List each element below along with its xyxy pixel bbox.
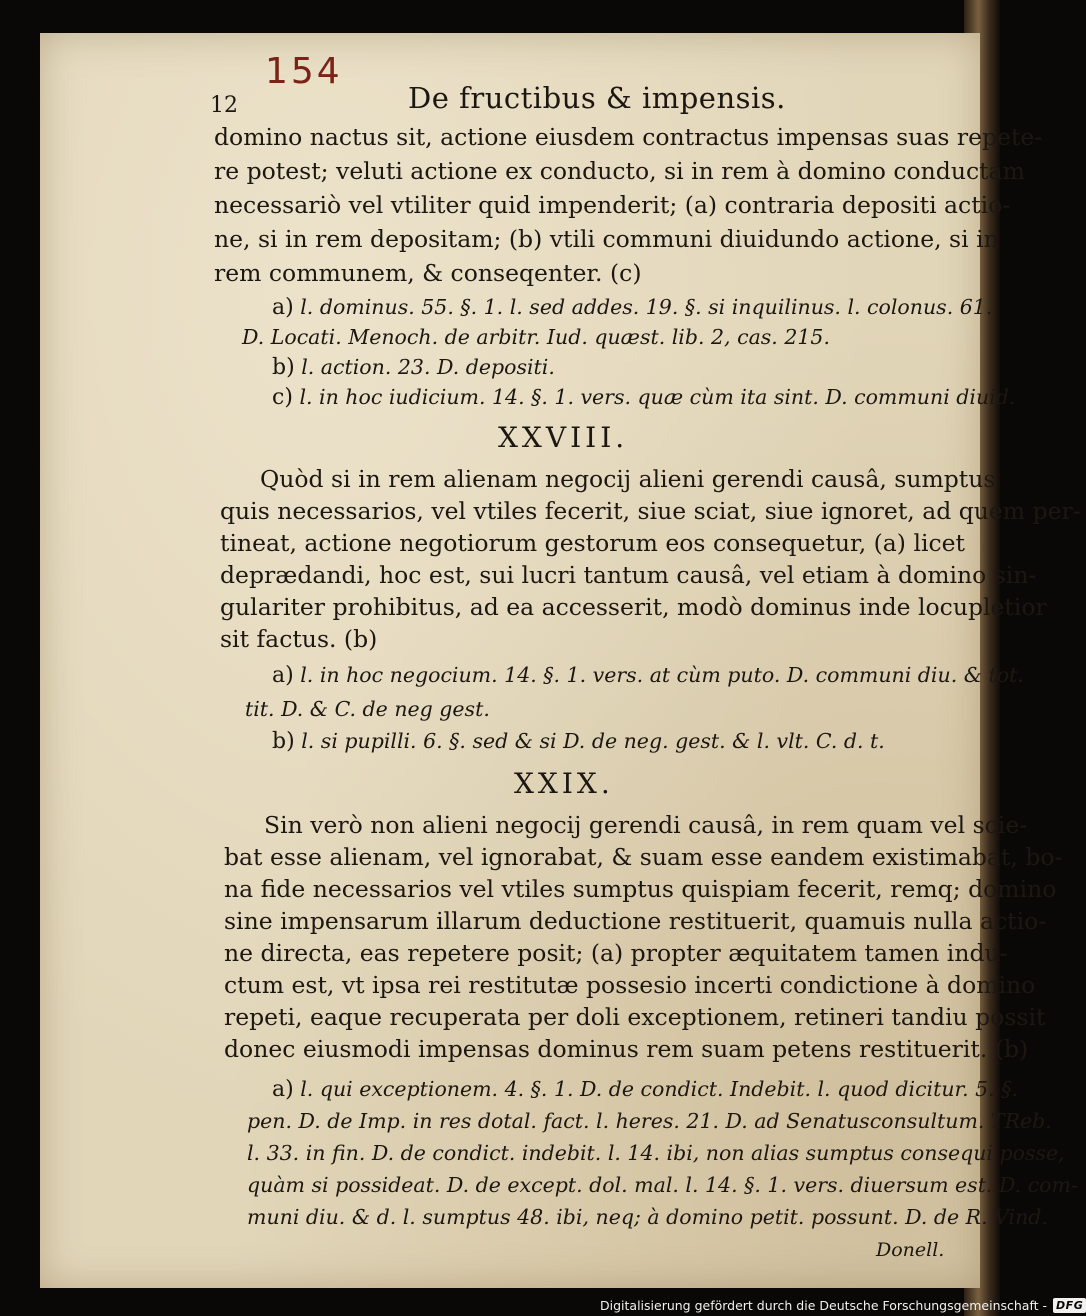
footnote-line xyxy=(247,1141,1065,1165)
paragraph-3-line: bat esse alienam, vel ignorabat, & suam esse eandem existimabat, bo- xyxy=(224,843,1063,871)
paragraph-3-line: donec eiusmodi impensas dominus rem suam petens restituerit. (b) xyxy=(224,1035,1029,1063)
digitization-credit xyxy=(600,1296,1086,1314)
footnote-letter: c) xyxy=(272,385,293,410)
section-heading-xxix: XXIX. xyxy=(514,767,614,800)
footnote-letter: a) xyxy=(272,295,294,320)
paragraph-2-line: tineat, actione negotiorum gestorum eos consequetur, (a) licet xyxy=(220,529,965,557)
footnote-line xyxy=(272,295,992,320)
footnote-line xyxy=(247,1205,1048,1229)
footnote-line xyxy=(247,1109,1052,1133)
footnote-text: quàm si possideat. D. de except. dol. mal. l. 14. §. 1. vers. diuersum est. D. com- xyxy=(247,1173,1078,1197)
paragraph-3-line: repeti, eaque recuperata per doli exceptionem, retineri tandiu possit xyxy=(224,1003,1046,1031)
paragraph-1-line: re potest; veluti actione ex conducto, si in rem à domino conductam xyxy=(214,157,1025,185)
catchword: Donell. xyxy=(876,1239,945,1261)
footnote-text: l. qui exceptionem. 4. §. 1. D. de condict. Indebit. l. quod dicitur. 5. §. xyxy=(300,1077,1018,1101)
footnote-line xyxy=(272,663,1024,688)
footnote-text: l. action. 23. D. depositi. xyxy=(301,355,555,379)
footnote-letter: a) xyxy=(272,663,294,688)
footnote-line xyxy=(272,1077,1018,1102)
paragraph-2-line: quis necessarios, vel vtiles fecerit, siue sciat, siue ignoret, ad quem per- xyxy=(220,497,1081,525)
handwritten-folio-number: 154 xyxy=(265,51,343,92)
footnote-line xyxy=(242,325,830,349)
footnote-line xyxy=(247,1173,1078,1197)
footnote-text: l. dominus. 55. §. 1. l. sed addes. 19. §. si inquilinus. l. colonus. 61. xyxy=(300,295,993,319)
paragraph-1-line: ne, si in rem depositam; (b) vtili communi diuidundo actione, si in xyxy=(214,225,999,253)
footnote-text: l. in hoc negocium. 14. §. 1. vers. at cùm puto. D. communi diu. & tot. xyxy=(300,663,1024,687)
running-head: De fructibus & impensis. xyxy=(408,81,786,115)
footnote-letter: a) xyxy=(272,1077,294,1102)
paragraph-2-line: deprædandi, hoc est, sui lucri tantum causâ, vel etiam à domino sin- xyxy=(220,561,1037,589)
paragraph-2-line: Quòd si in rem alienam negocij alieni gerendi causâ, sumptus xyxy=(260,465,996,493)
paragraph-3-line: sine impensarum illarum deductione restituerit, quamuis nulla actio- xyxy=(224,907,1047,935)
book-page xyxy=(40,33,1081,1288)
paragraph-1-line: domino nactus sit, actione eiusdem contractus impensas suas repete- xyxy=(214,123,1043,151)
paragraph-3-line: na fide necessarios vel vtiles sumptus quispiam fecerit, remq; domino xyxy=(224,875,1057,903)
paragraph-2-line: sit factus. (b) xyxy=(220,625,378,653)
paragraph-3-line: ne directa, eas repetere posit; (a) propter æquitatem tamen indu- xyxy=(224,939,1008,967)
footnote-text: pen. D. de Imp. in res dotal. fact. l. heres. 21. D. ad Senatusconsultum. TReb. xyxy=(247,1109,1052,1133)
footnote-line xyxy=(272,355,555,380)
footnote-letter: b) xyxy=(272,355,295,380)
footnote-text: l. 33. in fin. D. de condict. indebit. l. 14. ibi, non alias sumptus consequi posse, xyxy=(247,1141,1065,1165)
footnote-letter: b) xyxy=(272,729,295,754)
dfg-logo: DFG xyxy=(1053,1298,1086,1313)
footnote-text: l. si pupilli. 6. §. sed & si D. de neg. gest. & l. vlt. C. d. t. xyxy=(301,729,885,753)
footnote-text: D. Locati. Menoch. de arbitr. Iud. quæst. lib. 2, cas. 215. xyxy=(242,325,830,349)
footnote-text: l. in hoc iudicium. 14. §. 1. vers. quæ cùm ita sint. D. communi diuid. xyxy=(299,385,1016,409)
section-heading-xxviii: XXVIII. xyxy=(498,421,629,454)
paragraph-3-line: Sin verò non alieni negocij gerendi causâ, in rem quam vel scie- xyxy=(264,811,1028,839)
footnote-line xyxy=(272,385,1015,410)
page-number: 12 xyxy=(210,93,238,118)
paragraph-2-line: gulariter prohibitus, ad ea accesserit, modò dominus inde locupletior xyxy=(220,593,1047,621)
paragraph-3-line: ctum est, vt ipsa rei restitutæ possesio incerti condictione à domino xyxy=(224,971,1036,999)
footer-text: Digitalisierung gefördert durch die Deutsche Forschungsgemeinschaft - xyxy=(600,1297,1048,1313)
footnote-line xyxy=(272,729,885,754)
paragraph-1-line: necessariò vel vtiliter quid impenderit; (a) contraria depositi actio- xyxy=(214,191,1011,219)
footnote-text: muni diu. & d. l. sumptus 48. ibi, neq; à domino petit. possunt. D. de R. Vind. xyxy=(247,1205,1048,1229)
footnote-text: tit. D. & C. de neg gest. xyxy=(245,697,490,721)
footnote-line xyxy=(245,697,490,721)
paragraph-1-line: rem communem, & conseqenter. (c) xyxy=(214,259,642,287)
